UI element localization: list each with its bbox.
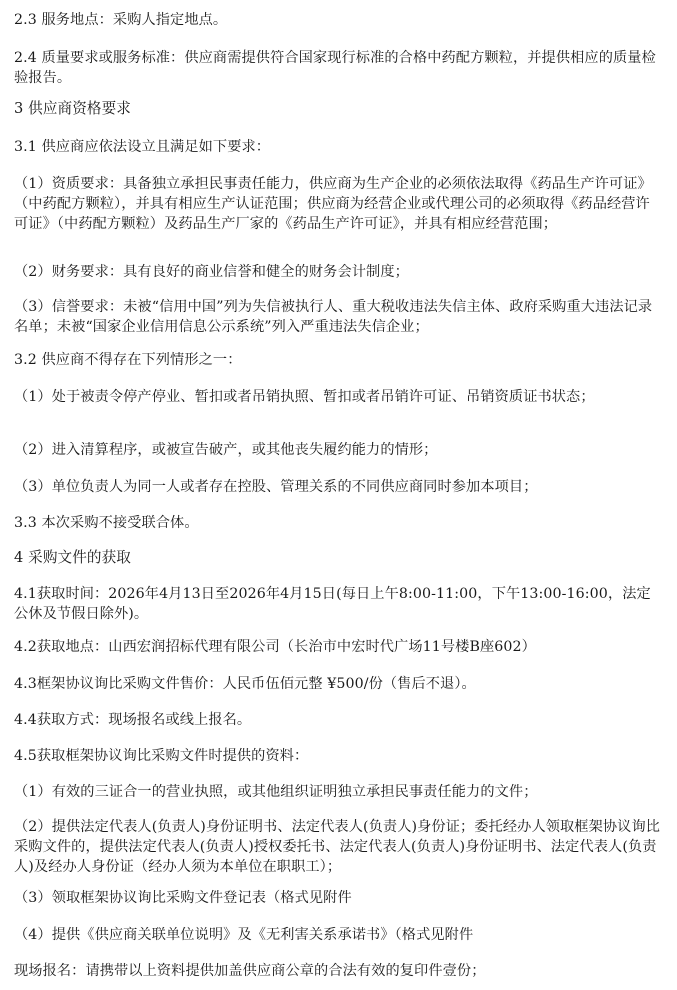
paragraph-4-2: 4.2获取地点：山西宏润招标代理有限公司（长治市中宏时代广场11号楼B座602）	[14, 639, 536, 655]
paragraph-4-5-3: （3）领取框架协议询比采购文件登记表（格式见附件	[14, 890, 352, 906]
paragraph-3-2-1: （1）处于被责令停产停业、暂扣或者吊销执照、暂扣或者吊销许可证、吊销资质证书状态；	[14, 389, 595, 405]
paragraph-4-4: 4.4获取方式：现场报名或线上报名。	[14, 712, 252, 728]
paragraph-4-3: 4.3框架协议询比采购文件售价：人民币伍佰元整 ¥500/份（售后不退）。	[14, 676, 476, 692]
paragraph-2-3: 2.3 服务地点：采购人指定地点。	[14, 12, 228, 28]
paragraph-4-1: 4.1获取时间：2026年4月13日至2026年4月15日(每日上午8:00-11:00，下午13:00-16:00，法定公休及节假日除外)。	[14, 586, 651, 622]
heading-3: 3 供应商资格要求	[14, 100, 131, 117]
paragraph-3-2-3: （3）单位负责人为同一人或者存在控股、管理关系的不同供应商同时参加本项目；	[14, 479, 538, 495]
paragraph-3-1: 3.1 供应商应依法设立且满足如下要求：	[14, 139, 271, 155]
paragraph-3-2: 3.2 供应商不得存在下列情形之一：	[14, 352, 242, 368]
paragraph-2-4: 2.4 质量要求或服务标准：供应商需提供符合国家现行标准的合格中药配方颗粒，并提供相应的质量检验报告。	[14, 50, 656, 86]
paragraph-3-1-3: （3）信誉要求：未被“信用中国”列为失信被执行人、重大税收违法失信主体、政府采购重大违法记录名单；未被“国家企业信用信息公示系统”列入严重违法失信企业；	[14, 299, 653, 335]
paragraph-4-5: 4.5获取框架协议询比采购文件时提供的资料：	[14, 748, 309, 764]
paragraph-4-5-4: （4）提供《供应商关联单位说明》及《无利害关系承诺书》（格式见附件	[14, 927, 474, 943]
paragraph-4-5-1: （1）有效的三证合一的营业执照，或其他组织证明独立承担民事责任能力的文件；	[14, 784, 538, 800]
paragraph-onsite-registration: 现场报名：请携带以上资料提供加盖供应商公章的合法有效的复印件壹份；	[14, 963, 486, 979]
heading-4: 4 采购文件的获取	[14, 549, 131, 566]
paragraph-3-2-2: （2）进入清算程序，或被宣告破产，或其他丧失履约能力的情形；	[14, 442, 438, 458]
paragraph-3-1-2: （2）财务要求：具有良好的商业信誉和健全的财务会计制度；	[14, 264, 409, 280]
paragraph-4-5-2: （2）提供法定代表人(负责人)身份证明书、法定代表人(负责人)身份证；委托经办人领取框架协议询比采购文件的，提供法定代表人(负责人)授权委托书、法定代表人(负责人)身份证明书、法定代表人(负责人)及经办人身份证（经办人须为本单位在职职工）；	[14, 819, 661, 875]
paragraph-3-1-1: （1）资质要求：具备独立承担民事责任能力，供应商为生产企业的必须依法取得《药品生产许可证》（中药配方颗粒），并具有相应生产认证范围；供应商为经营企业或代理公司的必须取得《药品经营许可证》（中药配方颗粒）及药品生产厂家的《药品生产许可证》，并具有相应经营范围；	[14, 176, 652, 232]
paragraph-3-3: 3.3 本次采购不接受联合体。	[14, 515, 199, 531]
